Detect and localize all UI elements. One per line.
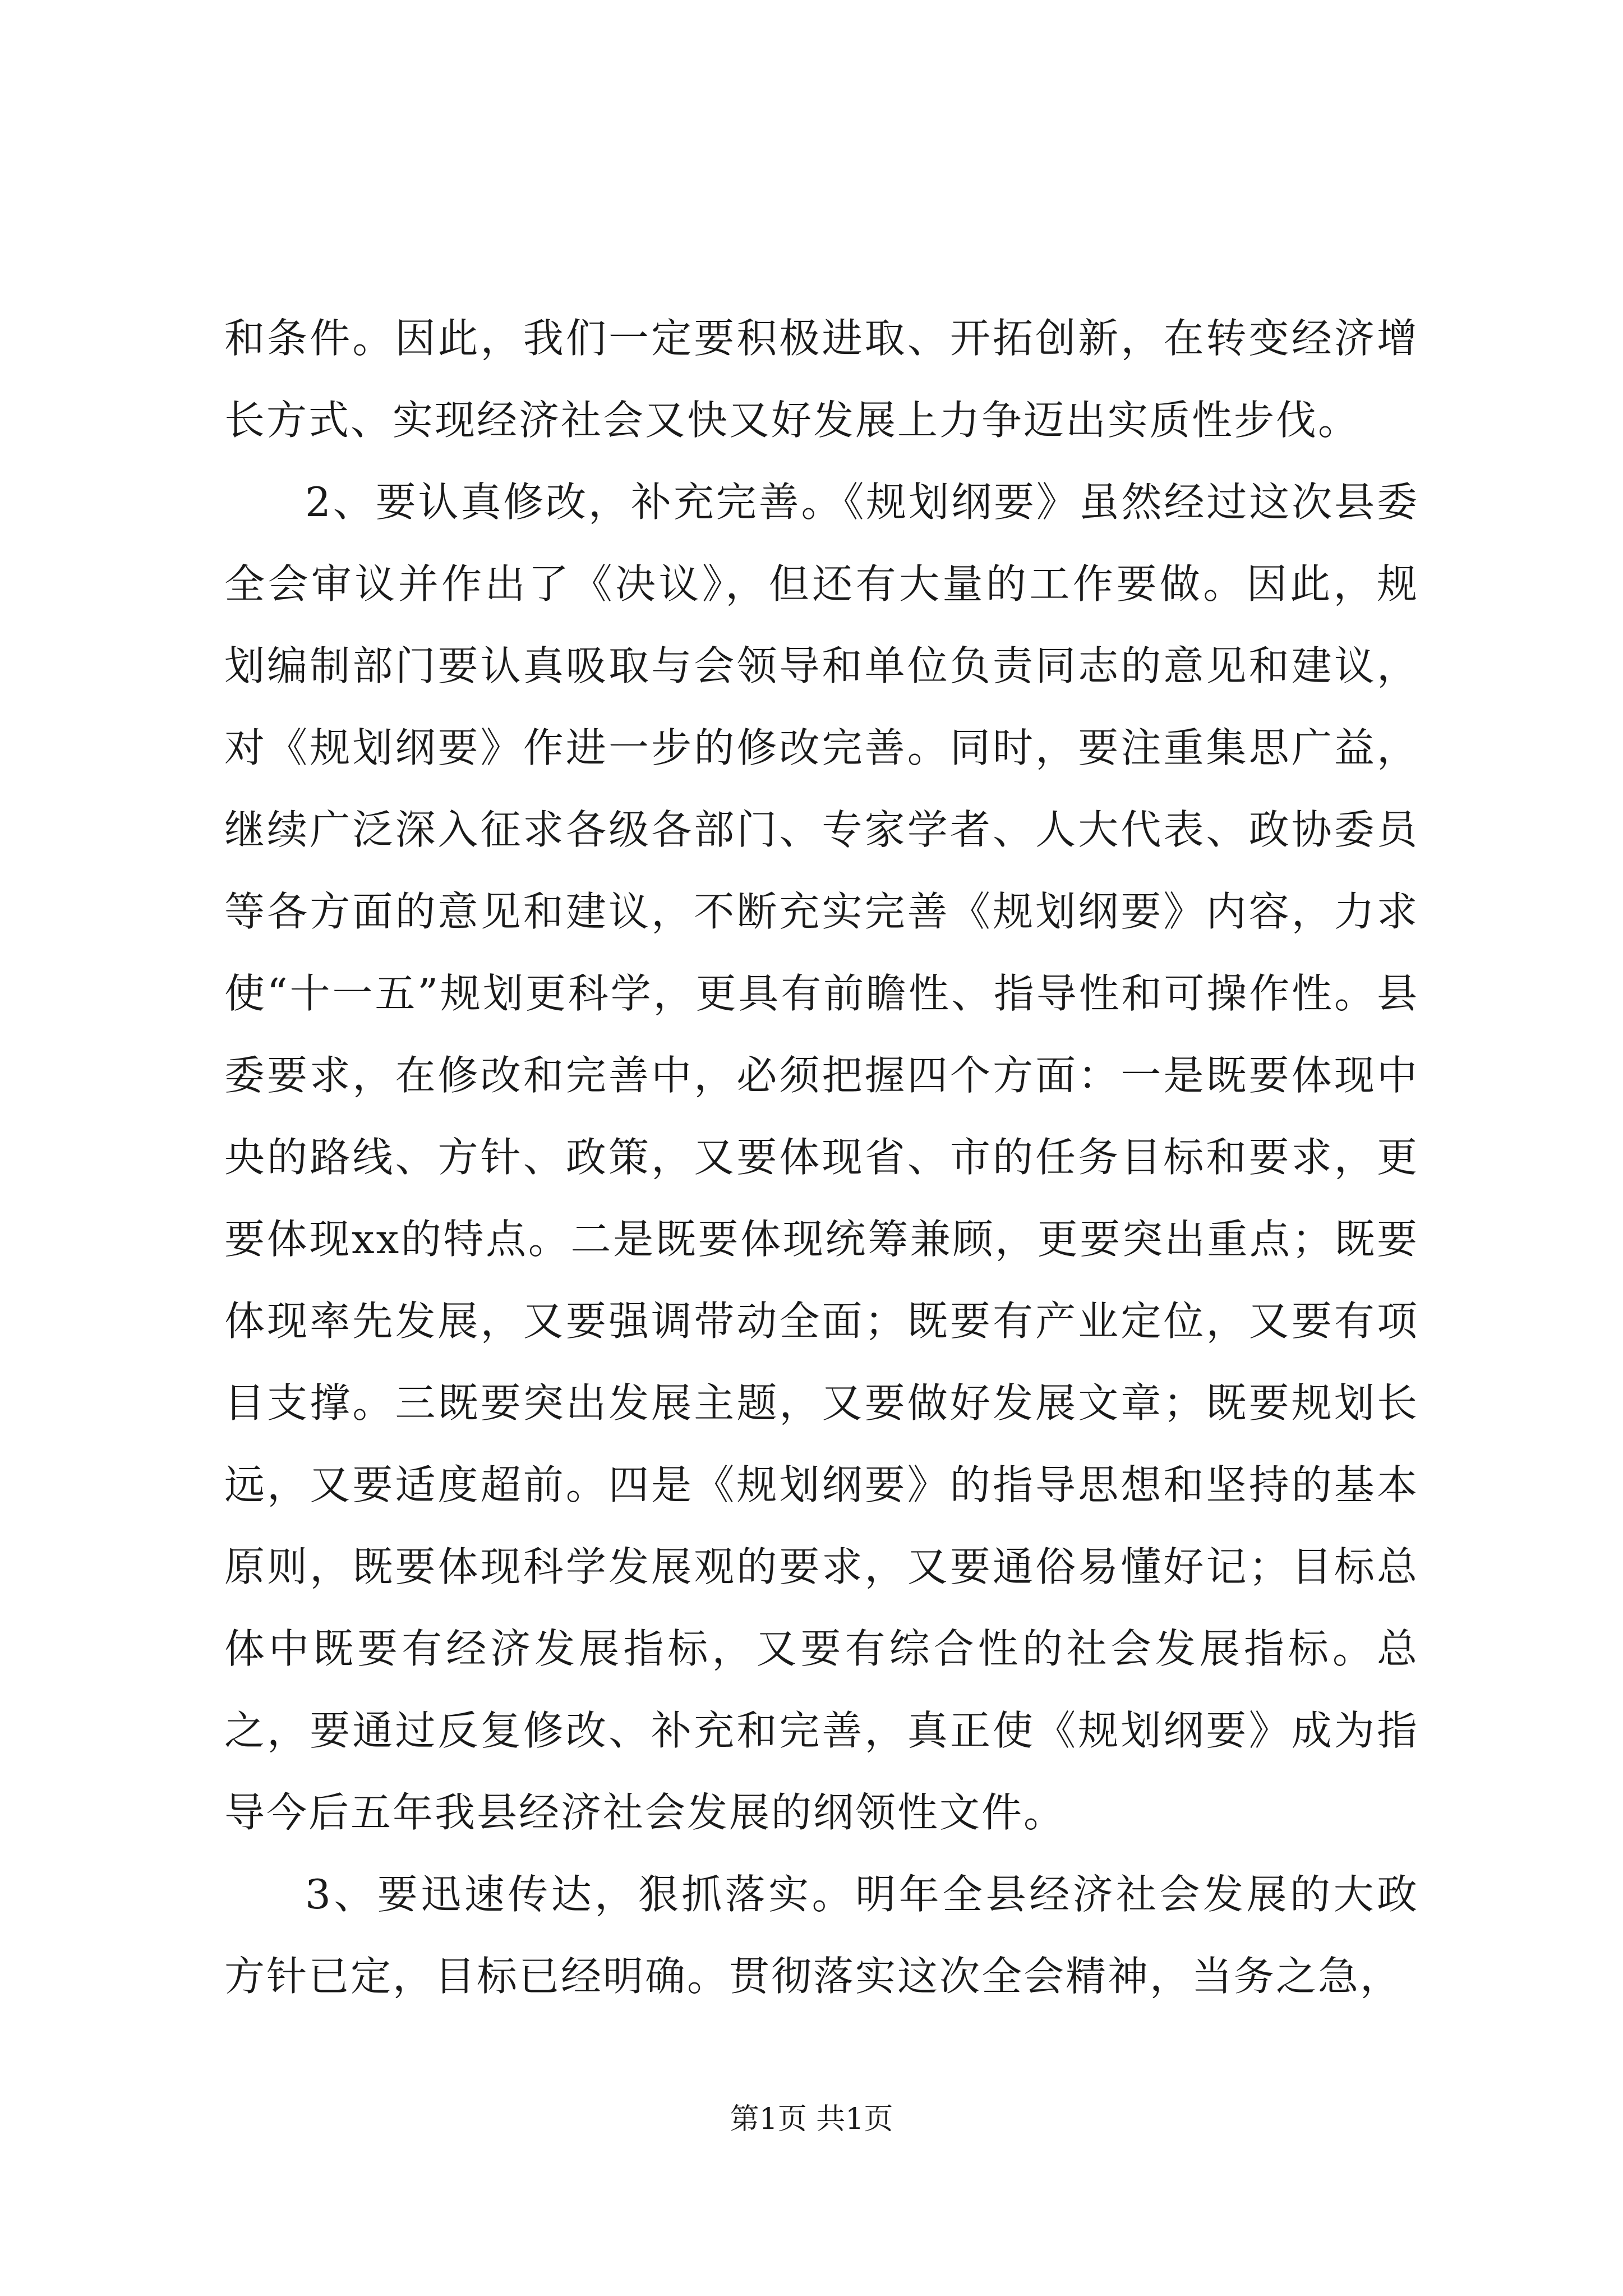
document-body (224, 297, 1419, 2017)
page-footer: 第1页 共1页 (730, 2102, 893, 2136)
paragraph-2: 2、要认真修改，补充完善。《规划纲要》虽然经过这次县委全会审议并作出了《决议》，但还有大量的工作要做。因此，规划编制部门要认真吸取与会领导和单位负责同志的意见和建议，对《规划纲要》作进一步的修改完善。同时，要注重集思广益，继续广泛深入征求各级各部门、专家学者、人大代表、政协委员等各方面的意见和建议，不断充实完善《规划纲要》内容，力求使“十一五”规划更科学，更具有前瞻性、指导性和可操作性。县委要求，在修改和完善中，必须把握四个方面：一是既要体现中央的路线、方针、政策，又要体现省、市的任务目标和要求，更要体现xx的特点。二是既要体现统筹兼顾，更要突出重点；既要体现率先发展，又要强调带动全面；既要有产业定位，又要有项目支撑。三既要突出发展主题，又要做好发展文章；既要规划长远，又要适度超前。四是《规划纲要》的指导思想和坚持的基本原则，既要体现科学发展观的要求，又要通俗易懂好记；目标总体中既要有经济发展指标，又要有综合性的社会发展指标。总之，要通过反复修改、补充和完善，真正使《规划纲要》成为指导今后五年我县经济社会发展的纲领性文件。 (224, 478, 1419, 1836)
paragraph-3: 3、要迅速传达，狠抓落实。明年全县经济社会发展的大政方针已定，目标已经明确。贯彻落实这次全会精神，当务之急， (224, 1871, 1419, 2000)
paragraph-1: 和条件。因此，我们一定要积极进取、开拓创新，在转变经济增长方式、实现经济社会又快又好发展上力争迈出实质性步伐。 (224, 315, 1419, 444)
